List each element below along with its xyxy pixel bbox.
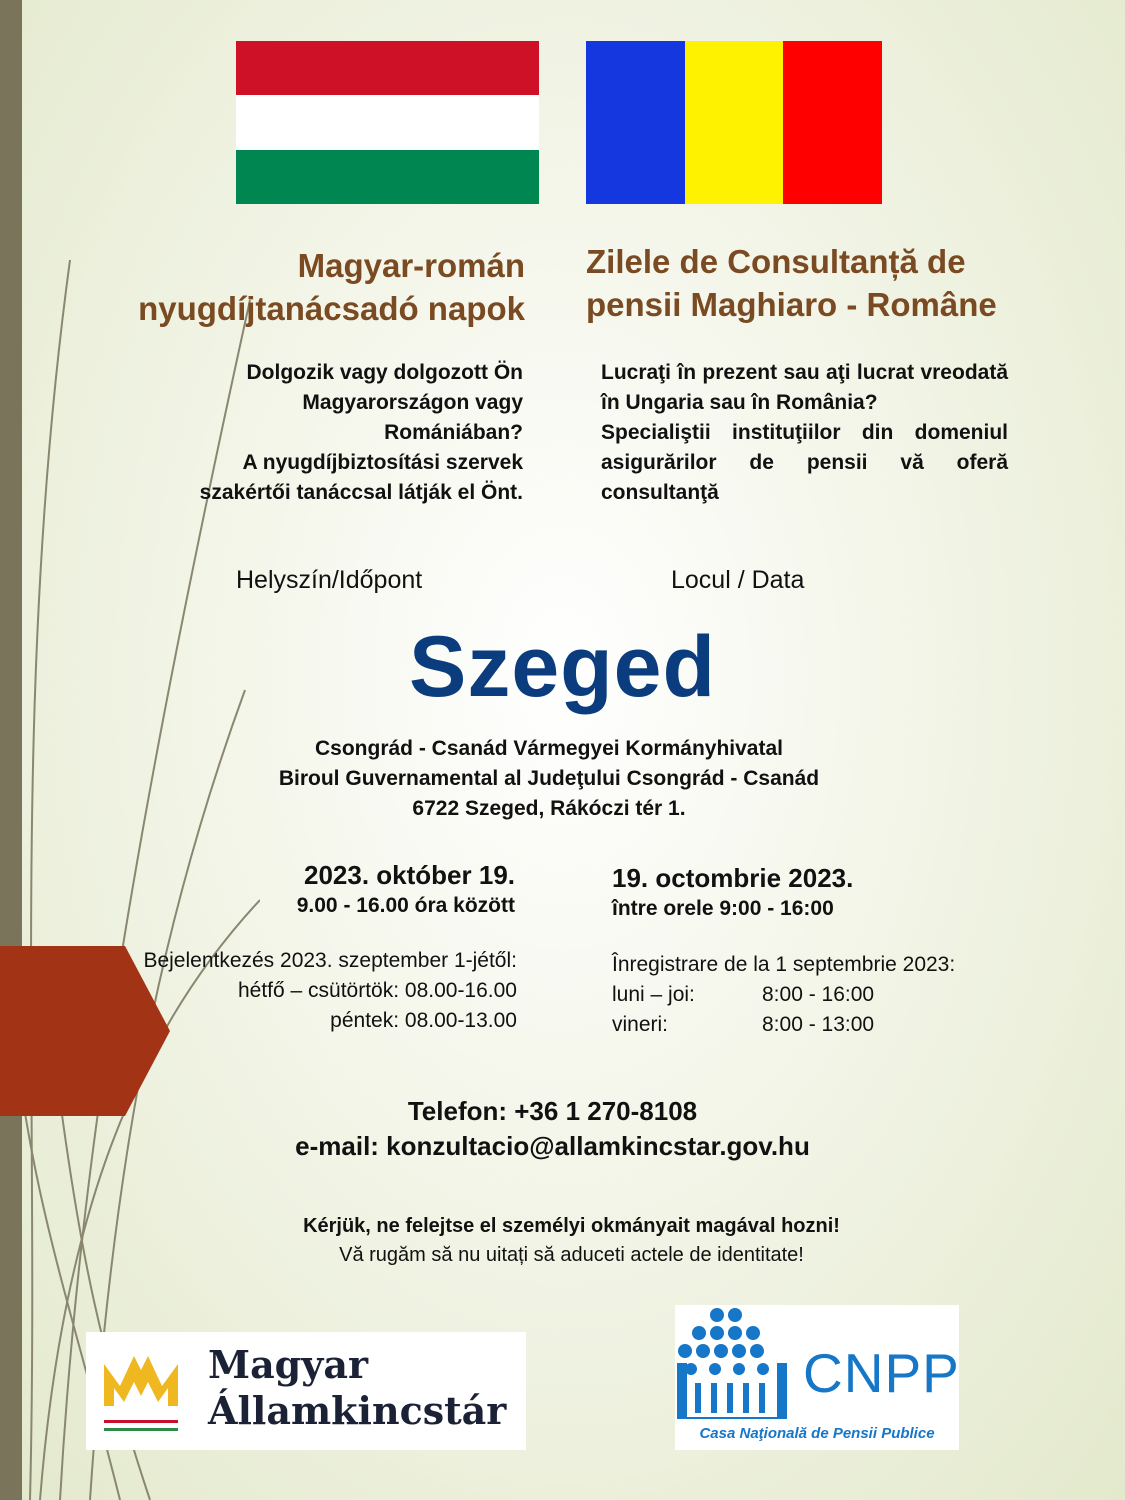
title-hungarian: Magyar-román nyugdíjtanácsadó napok <box>138 247 525 327</box>
contact-info <box>0 1094 1105 1164</box>
date-hungarian: 2023. október 19. 9.00 - 16.00 óra között <box>296 860 515 917</box>
venue-address: Csongrád - Csanád Vármegyei Kormányhivatal Biroul Guvernamental al Judeţului Csongrád - Csanád 6722 Szeged, Rákóczi tér 1. <box>278 737 820 820</box>
intro-hungarian: Dolgozik vagy dolgozott Ön Magyarországon vagy Romániában? A nyugdíjbiztosítási szervek szakértői tanáccsal látják el Önt. <box>199 361 523 504</box>
registration-romanian: Înregistrare de la 1 septembrie 2023: luni – joi: 8:00 - 16:00 vineri: 8:00 - 13:00 <box>612 953 956 1036</box>
cnpp-logo: CNPP Casa Naţională de Pensii Publice <box>675 1305 959 1450</box>
hungarian-flag <box>236 41 539 204</box>
phone-number: Telefon: +36 1 270-8108 <box>407 1096 698 1126</box>
date-romanian: 19. octombrie 2023. între orele 9:00 - 16:00 <box>612 863 854 920</box>
romanian-flag <box>586 41 882 204</box>
title-romanian: Zilele de Consultanță de pensii Maghiaro - Române <box>586 243 997 323</box>
location-label-hungarian: Helyszín/Időpont <box>236 566 423 594</box>
email-address: e-mail: konzultacio@allamkincstar.gov.hu <box>295 1131 810 1161</box>
location-label-romanian: Locul / Data <box>671 566 805 594</box>
intro-romanian: Lucraţi în prezent sau aţi lucrat vreodată în Ungaria sau în România? Specialiştii instituţiilor din domeniul asigurărilor de pensii vă oferă consultanţă <box>601 361 1008 504</box>
city-heading: Szeged <box>408 619 717 715</box>
id-reminder: Kérjük, ne felejtse el személyi okmányait magával hozni! Vă rugăm să nu uitați să aduceti actele de identitate! <box>303 1215 840 1266</box>
cnpp-mark-icon <box>677 1307 787 1419</box>
magyar-allamkincstar-logo: Magyar Államkincstár <box>86 1332 526 1450</box>
registration-hungarian: Bejelentkezés 2023. szeptember 1-jétől: hétfő – csütörtök: 08.00-16.00 péntek: 08.00-13.00 <box>143 949 517 1032</box>
allamkincstar-mark-icon <box>100 1346 182 1440</box>
